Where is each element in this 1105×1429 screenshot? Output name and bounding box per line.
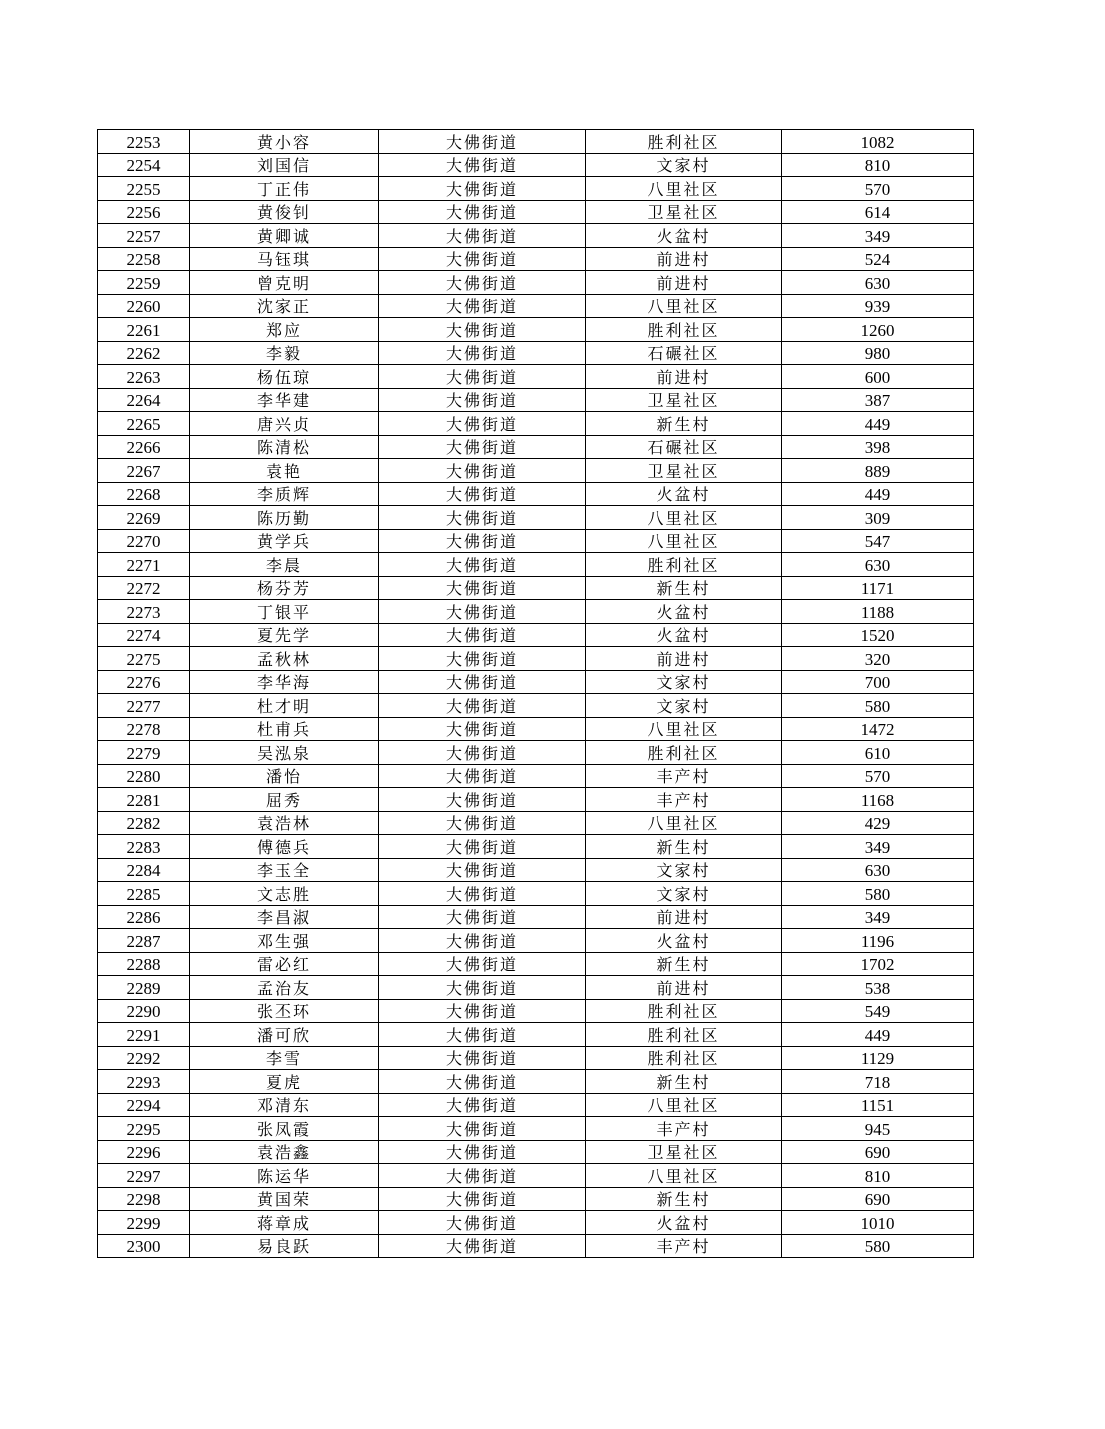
street-cell: 大佛街道 xyxy=(379,1234,586,1258)
amount-cell: 549 xyxy=(782,999,974,1023)
amount-cell: 1082 xyxy=(782,130,974,154)
row-number-cell: 2262 xyxy=(98,341,190,365)
table-row xyxy=(98,506,974,530)
table-row xyxy=(98,647,974,671)
row-number-cell: 2283 xyxy=(98,835,190,859)
name-cell: 夏先学 xyxy=(190,623,379,647)
amount-cell: 1171 xyxy=(782,576,974,600)
street-cell: 大佛街道 xyxy=(379,130,586,154)
community-cell: 火盆村 xyxy=(586,482,782,506)
table-row xyxy=(98,999,974,1023)
name-cell: 李玉全 xyxy=(190,858,379,882)
amount-cell: 1129 xyxy=(782,1046,974,1070)
row-number-cell: 2294 xyxy=(98,1093,190,1117)
street-cell: 大佛街道 xyxy=(379,1117,586,1141)
row-number-cell: 2258 xyxy=(98,247,190,271)
table-row xyxy=(98,200,974,224)
name-cell: 郑应 xyxy=(190,318,379,342)
row-number-cell: 2286 xyxy=(98,905,190,929)
name-cell: 刘国信 xyxy=(190,153,379,177)
amount-cell: 349 xyxy=(782,835,974,859)
name-cell: 孟秋林 xyxy=(190,647,379,671)
street-cell: 大佛街道 xyxy=(379,1164,586,1188)
row-number-cell: 2263 xyxy=(98,365,190,389)
table-row xyxy=(98,952,974,976)
row-number-cell: 2270 xyxy=(98,529,190,553)
street-cell: 大佛街道 xyxy=(379,905,586,929)
community-cell: 丰产村 xyxy=(586,1117,782,1141)
name-cell: 丁银平 xyxy=(190,600,379,624)
table-row xyxy=(98,153,974,177)
name-cell: 易良跃 xyxy=(190,1234,379,1258)
row-number-cell: 2271 xyxy=(98,553,190,577)
table-row xyxy=(98,788,974,812)
table-row xyxy=(98,1140,974,1164)
community-cell: 胜利社区 xyxy=(586,318,782,342)
amount-cell: 630 xyxy=(782,553,974,577)
row-number-cell: 2285 xyxy=(98,882,190,906)
row-number-cell: 2281 xyxy=(98,788,190,812)
name-cell: 黄小容 xyxy=(190,130,379,154)
street-cell: 大佛街道 xyxy=(379,529,586,553)
name-cell: 邓清东 xyxy=(190,1093,379,1117)
row-number-cell: 2255 xyxy=(98,177,190,201)
street-cell: 大佛街道 xyxy=(379,1023,586,1047)
table-row xyxy=(98,976,974,1000)
community-cell: 胜利社区 xyxy=(586,1023,782,1047)
community-cell: 新生村 xyxy=(586,835,782,859)
table-row xyxy=(98,341,974,365)
amount-cell: 630 xyxy=(782,271,974,295)
amount-cell: 449 xyxy=(782,482,974,506)
amount-cell: 580 xyxy=(782,694,974,718)
name-cell: 陈清松 xyxy=(190,435,379,459)
table-row xyxy=(98,177,974,201)
row-number-cell: 2295 xyxy=(98,1117,190,1141)
community-cell: 卫星社区 xyxy=(586,459,782,483)
amount-cell: 690 xyxy=(782,1140,974,1164)
street-cell: 大佛街道 xyxy=(379,318,586,342)
amount-cell: 630 xyxy=(782,858,974,882)
name-cell: 袁艳 xyxy=(190,459,379,483)
table-row xyxy=(98,858,974,882)
name-cell: 马钰琪 xyxy=(190,247,379,271)
street-cell: 大佛街道 xyxy=(379,200,586,224)
name-cell: 黄学兵 xyxy=(190,529,379,553)
row-number-cell: 2260 xyxy=(98,294,190,318)
amount-cell: 429 xyxy=(782,811,974,835)
street-cell: 大佛街道 xyxy=(379,435,586,459)
table-row xyxy=(98,929,974,953)
community-cell: 文家村 xyxy=(586,670,782,694)
amount-cell: 349 xyxy=(782,224,974,248)
table-row xyxy=(98,388,974,412)
row-number-cell: 2279 xyxy=(98,741,190,765)
name-cell: 雷必红 xyxy=(190,952,379,976)
row-number-cell: 2259 xyxy=(98,271,190,295)
street-cell: 大佛街道 xyxy=(379,294,586,318)
table-row xyxy=(98,318,974,342)
community-cell: 火盆村 xyxy=(586,623,782,647)
community-cell: 火盆村 xyxy=(586,600,782,624)
community-cell: 文家村 xyxy=(586,882,782,906)
name-cell: 李华海 xyxy=(190,670,379,694)
name-cell: 潘怡 xyxy=(190,764,379,788)
table-row xyxy=(98,764,974,788)
amount-cell: 1702 xyxy=(782,952,974,976)
amount-cell: 945 xyxy=(782,1117,974,1141)
community-cell: 八里社区 xyxy=(586,717,782,741)
street-cell: 大佛街道 xyxy=(379,882,586,906)
community-cell: 新生村 xyxy=(586,1187,782,1211)
community-cell: 胜利社区 xyxy=(586,1046,782,1070)
community-cell: 丰产村 xyxy=(586,764,782,788)
street-cell: 大佛街道 xyxy=(379,365,586,389)
amount-cell: 349 xyxy=(782,905,974,929)
community-cell: 八里社区 xyxy=(586,811,782,835)
amount-cell: 810 xyxy=(782,153,974,177)
amount-cell: 1168 xyxy=(782,788,974,812)
community-cell: 八里社区 xyxy=(586,1093,782,1117)
table-row xyxy=(98,435,974,459)
name-cell: 张凤霞 xyxy=(190,1117,379,1141)
community-cell: 前进村 xyxy=(586,271,782,295)
row-number-cell: 2282 xyxy=(98,811,190,835)
row-number-cell: 2253 xyxy=(98,130,190,154)
name-cell: 杨伍琼 xyxy=(190,365,379,389)
table-row xyxy=(98,1164,974,1188)
name-cell: 夏虎 xyxy=(190,1070,379,1094)
name-cell: 张丕环 xyxy=(190,999,379,1023)
street-cell: 大佛街道 xyxy=(379,858,586,882)
table-row xyxy=(98,1234,974,1258)
table-row xyxy=(98,247,974,271)
amount-cell: 1188 xyxy=(782,600,974,624)
street-cell: 大佛街道 xyxy=(379,1211,586,1235)
name-cell: 吴泓泉 xyxy=(190,741,379,765)
street-cell: 大佛街道 xyxy=(379,341,586,365)
row-number-cell: 2289 xyxy=(98,976,190,1000)
amount-cell: 580 xyxy=(782,1234,974,1258)
table-row xyxy=(98,529,974,553)
community-cell: 文家村 xyxy=(586,858,782,882)
community-cell: 卫星社区 xyxy=(586,200,782,224)
community-cell: 新生村 xyxy=(586,1070,782,1094)
community-cell: 石碾社区 xyxy=(586,435,782,459)
name-cell: 丁正伟 xyxy=(190,177,379,201)
row-number-cell: 2257 xyxy=(98,224,190,248)
street-cell: 大佛街道 xyxy=(379,388,586,412)
street-cell: 大佛街道 xyxy=(379,1187,586,1211)
community-cell: 新生村 xyxy=(586,952,782,976)
row-number-cell: 2278 xyxy=(98,717,190,741)
community-cell: 前进村 xyxy=(586,647,782,671)
name-cell: 文志胜 xyxy=(190,882,379,906)
amount-cell: 538 xyxy=(782,976,974,1000)
name-cell: 李华建 xyxy=(190,388,379,412)
street-cell: 大佛街道 xyxy=(379,271,586,295)
street-cell: 大佛街道 xyxy=(379,600,586,624)
table-row xyxy=(98,1187,974,1211)
street-cell: 大佛街道 xyxy=(379,623,586,647)
row-number-cell: 2284 xyxy=(98,858,190,882)
name-cell: 袁浩鑫 xyxy=(190,1140,379,1164)
name-cell: 袁浩林 xyxy=(190,811,379,835)
street-cell: 大佛街道 xyxy=(379,1140,586,1164)
street-cell: 大佛街道 xyxy=(379,224,586,248)
street-cell: 大佛街道 xyxy=(379,1093,586,1117)
amount-cell: 1196 xyxy=(782,929,974,953)
row-number-cell: 2261 xyxy=(98,318,190,342)
row-number-cell: 2275 xyxy=(98,647,190,671)
community-cell: 前进村 xyxy=(586,247,782,271)
row-number-cell: 2292 xyxy=(98,1046,190,1070)
table-row xyxy=(98,271,974,295)
amount-cell: 524 xyxy=(782,247,974,271)
name-cell: 曾克明 xyxy=(190,271,379,295)
table-row xyxy=(98,835,974,859)
community-cell: 火盆村 xyxy=(586,929,782,953)
community-cell: 前进村 xyxy=(586,365,782,389)
name-cell: 李晨 xyxy=(190,553,379,577)
street-cell: 大佛街道 xyxy=(379,694,586,718)
street-cell: 大佛街道 xyxy=(379,247,586,271)
table-row xyxy=(98,130,974,154)
name-cell: 唐兴贞 xyxy=(190,412,379,436)
row-number-cell: 2300 xyxy=(98,1234,190,1258)
amount-cell: 718 xyxy=(782,1070,974,1094)
row-number-cell: 2269 xyxy=(98,506,190,530)
street-cell: 大佛街道 xyxy=(379,670,586,694)
roster-table xyxy=(97,129,974,1258)
table-row xyxy=(98,882,974,906)
street-cell: 大佛街道 xyxy=(379,811,586,835)
amount-cell: 398 xyxy=(782,435,974,459)
community-cell: 卫星社区 xyxy=(586,1140,782,1164)
row-number-cell: 2254 xyxy=(98,153,190,177)
street-cell: 大佛街道 xyxy=(379,153,586,177)
name-cell: 杜甫兵 xyxy=(190,717,379,741)
roster-table-body xyxy=(98,130,974,1258)
amount-cell: 580 xyxy=(782,882,974,906)
street-cell: 大佛街道 xyxy=(379,647,586,671)
amount-cell: 700 xyxy=(782,670,974,694)
amount-cell: 570 xyxy=(782,177,974,201)
row-number-cell: 2266 xyxy=(98,435,190,459)
name-cell: 李雪 xyxy=(190,1046,379,1070)
street-cell: 大佛街道 xyxy=(379,976,586,1000)
amount-cell: 309 xyxy=(782,506,974,530)
table-row xyxy=(98,600,974,624)
table-row xyxy=(98,741,974,765)
row-number-cell: 2280 xyxy=(98,764,190,788)
amount-cell: 1260 xyxy=(782,318,974,342)
community-cell: 丰产村 xyxy=(586,1234,782,1258)
name-cell: 李质辉 xyxy=(190,482,379,506)
name-cell: 李昌淑 xyxy=(190,905,379,929)
community-cell: 文家村 xyxy=(586,694,782,718)
street-cell: 大佛街道 xyxy=(379,788,586,812)
table-row xyxy=(98,1070,974,1094)
row-number-cell: 2287 xyxy=(98,929,190,953)
street-cell: 大佛街道 xyxy=(379,177,586,201)
table-row xyxy=(98,905,974,929)
community-cell: 胜利社区 xyxy=(586,553,782,577)
row-number-cell: 2264 xyxy=(98,388,190,412)
name-cell: 李毅 xyxy=(190,341,379,365)
table-row xyxy=(98,459,974,483)
table-row xyxy=(98,412,974,436)
street-cell: 大佛街道 xyxy=(379,764,586,788)
street-cell: 大佛街道 xyxy=(379,999,586,1023)
row-number-cell: 2256 xyxy=(98,200,190,224)
table-row xyxy=(98,811,974,835)
amount-cell: 1520 xyxy=(782,623,974,647)
community-cell: 石碾社区 xyxy=(586,341,782,365)
table-row xyxy=(98,717,974,741)
street-cell: 大佛街道 xyxy=(379,1070,586,1094)
name-cell: 陈运华 xyxy=(190,1164,379,1188)
name-cell: 潘可欣 xyxy=(190,1023,379,1047)
name-cell: 邓生强 xyxy=(190,929,379,953)
amount-cell: 690 xyxy=(782,1187,974,1211)
name-cell: 杨芬芳 xyxy=(190,576,379,600)
table-row xyxy=(98,1117,974,1141)
row-number-cell: 2298 xyxy=(98,1187,190,1211)
row-number-cell: 2299 xyxy=(98,1211,190,1235)
community-cell: 八里社区 xyxy=(586,177,782,201)
row-number-cell: 2265 xyxy=(98,412,190,436)
amount-cell: 810 xyxy=(782,1164,974,1188)
name-cell: 蒋章成 xyxy=(190,1211,379,1235)
amount-cell: 1151 xyxy=(782,1093,974,1117)
table-row xyxy=(98,1093,974,1117)
table-row xyxy=(98,1046,974,1070)
table-row xyxy=(98,623,974,647)
table-row xyxy=(98,224,974,248)
table-row xyxy=(98,294,974,318)
amount-cell: 980 xyxy=(782,341,974,365)
row-number-cell: 2296 xyxy=(98,1140,190,1164)
name-cell: 杜才明 xyxy=(190,694,379,718)
name-cell: 孟治友 xyxy=(190,976,379,1000)
name-cell: 沈家正 xyxy=(190,294,379,318)
street-cell: 大佛街道 xyxy=(379,412,586,436)
amount-cell: 570 xyxy=(782,764,974,788)
row-number-cell: 2268 xyxy=(98,482,190,506)
community-cell: 八里社区 xyxy=(586,506,782,530)
community-cell: 火盆村 xyxy=(586,224,782,248)
row-number-cell: 2274 xyxy=(98,623,190,647)
row-number-cell: 2277 xyxy=(98,694,190,718)
street-cell: 大佛街道 xyxy=(379,553,586,577)
street-cell: 大佛街道 xyxy=(379,576,586,600)
name-cell: 黄卿诚 xyxy=(190,224,379,248)
row-number-cell: 2288 xyxy=(98,952,190,976)
community-cell: 八里社区 xyxy=(586,529,782,553)
community-cell: 文家村 xyxy=(586,153,782,177)
name-cell: 屈秀 xyxy=(190,788,379,812)
amount-cell: 449 xyxy=(782,412,974,436)
row-number-cell: 2293 xyxy=(98,1070,190,1094)
community-cell: 胜利社区 xyxy=(586,130,782,154)
community-cell: 八里社区 xyxy=(586,294,782,318)
community-cell: 丰产村 xyxy=(586,788,782,812)
street-cell: 大佛街道 xyxy=(379,1046,586,1070)
name-cell: 傅德兵 xyxy=(190,835,379,859)
amount-cell: 1472 xyxy=(782,717,974,741)
community-cell: 胜利社区 xyxy=(586,741,782,765)
row-number-cell: 2267 xyxy=(98,459,190,483)
street-cell: 大佛街道 xyxy=(379,835,586,859)
street-cell: 大佛街道 xyxy=(379,717,586,741)
street-cell: 大佛街道 xyxy=(379,506,586,530)
amount-cell: 600 xyxy=(782,365,974,389)
community-cell: 八里社区 xyxy=(586,1164,782,1188)
table-row xyxy=(98,365,974,389)
row-number-cell: 2276 xyxy=(98,670,190,694)
table-row xyxy=(98,553,974,577)
community-cell: 前进村 xyxy=(586,976,782,1000)
amount-cell: 320 xyxy=(782,647,974,671)
table-row xyxy=(98,482,974,506)
row-number-cell: 2272 xyxy=(98,576,190,600)
amount-cell: 889 xyxy=(782,459,974,483)
name-cell: 黄国荣 xyxy=(190,1187,379,1211)
street-cell: 大佛街道 xyxy=(379,482,586,506)
community-cell: 新生村 xyxy=(586,412,782,436)
street-cell: 大佛街道 xyxy=(379,952,586,976)
amount-cell: 547 xyxy=(782,529,974,553)
community-cell: 胜利社区 xyxy=(586,999,782,1023)
amount-cell: 939 xyxy=(782,294,974,318)
street-cell: 大佛街道 xyxy=(379,459,586,483)
table-row xyxy=(98,670,974,694)
amount-cell: 614 xyxy=(782,200,974,224)
table-row xyxy=(98,694,974,718)
row-number-cell: 2290 xyxy=(98,999,190,1023)
name-cell: 陈历勤 xyxy=(190,506,379,530)
row-number-cell: 2297 xyxy=(98,1164,190,1188)
table-row xyxy=(98,1211,974,1235)
amount-cell: 449 xyxy=(782,1023,974,1047)
amount-cell: 610 xyxy=(782,741,974,765)
community-cell: 前进村 xyxy=(586,905,782,929)
amount-cell: 1010 xyxy=(782,1211,974,1235)
community-cell: 新生村 xyxy=(586,576,782,600)
amount-cell: 387 xyxy=(782,388,974,412)
community-cell: 卫星社区 xyxy=(586,388,782,412)
row-number-cell: 2273 xyxy=(98,600,190,624)
table-row xyxy=(98,1023,974,1047)
street-cell: 大佛街道 xyxy=(379,929,586,953)
name-cell: 黄俊钊 xyxy=(190,200,379,224)
table-row xyxy=(98,576,974,600)
street-cell: 大佛街道 xyxy=(379,741,586,765)
row-number-cell: 2291 xyxy=(98,1023,190,1047)
community-cell: 火盆村 xyxy=(586,1211,782,1235)
